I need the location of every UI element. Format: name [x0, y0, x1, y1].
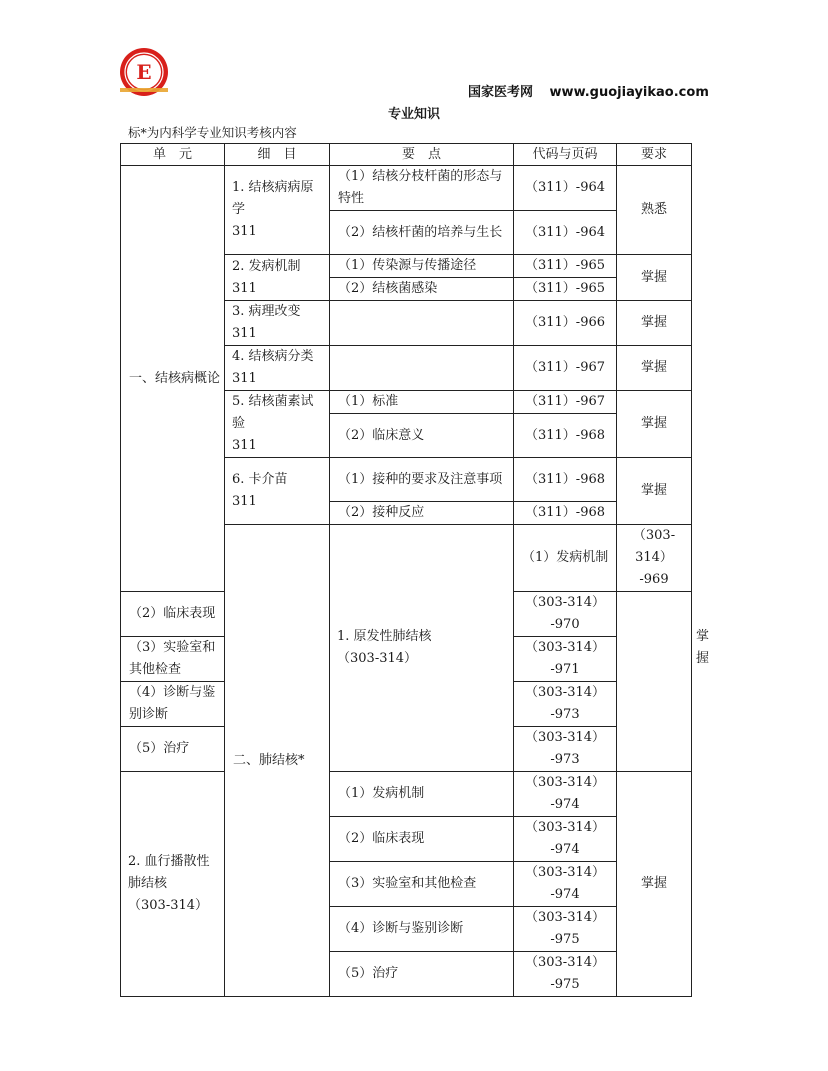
item-code: 311 [232, 326, 257, 341]
table-row [121, 772, 692, 817]
item-code: （303-314） [128, 898, 209, 913]
code-cell: （311）-968 [514, 502, 617, 525]
item-code: （303-314） [337, 651, 418, 666]
code-cell [514, 772, 617, 817]
item-cell [225, 255, 330, 301]
code-cell [514, 817, 617, 862]
point-cell: （1）发病机制 [514, 525, 617, 592]
item-name: 3. 病理改变 [232, 304, 301, 319]
code-cell: （311）-965 [514, 278, 617, 301]
item-code: 311 [232, 438, 257, 453]
point-cell: （1）接种的要求及注意事项 [330, 458, 514, 502]
item-cell [225, 391, 330, 458]
requirement-cell: 掌握 [617, 458, 692, 525]
item-cell [330, 525, 514, 772]
code-part: （303-314） [524, 730, 606, 745]
item-name: 2. 发病机制 [232, 258, 301, 274]
requirement-cell: 掌握 [617, 346, 692, 391]
item-name: 4. 结核病分类 [232, 349, 314, 364]
table-header-row [121, 144, 692, 166]
point-cell: （5）治疗 [121, 727, 225, 772]
point-cell: （3）实验室和其他检查 [330, 862, 514, 907]
code-page: -974 [550, 842, 580, 857]
code-cell: （311）-968 [514, 414, 617, 458]
unit-cell: 一、结核病概论 [121, 166, 225, 592]
point-cell: （4）诊断与鉴别诊断 [330, 907, 514, 952]
code-part: （303-314） [524, 595, 606, 610]
site-header [468, 81, 709, 100]
requirement-cell: 掌握 [617, 391, 692, 458]
code-part: （303-314） [524, 955, 606, 970]
syllabus-table [120, 143, 710, 997]
code-cell: （311）-965 [514, 255, 617, 278]
point-cell: （2）临床表现 [121, 592, 225, 637]
code-cell [514, 952, 617, 997]
point-cell: （2）结核菌感染 [330, 278, 514, 301]
item-name: 5. 结核菌素试验 [232, 394, 314, 431]
code-part: （303-314） [524, 865, 606, 880]
code-page: -969 [639, 572, 669, 587]
code-cell: （311）-967 [514, 391, 617, 414]
code-page: -974 [550, 887, 580, 902]
point-cell: （2）结核杆菌的培养与生长 [330, 211, 514, 255]
doc-title: 专业知识 [387, 107, 440, 122]
code-page: -974 [550, 797, 580, 812]
site-name: 国家医考网 [468, 85, 534, 100]
site-url[interactable]: www.guojiayikao.com [549, 85, 709, 100]
code-cell [514, 637, 617, 682]
item-cell [225, 458, 330, 525]
item-cell [225, 346, 330, 391]
unit-cell: 二、肺结核* [225, 525, 330, 997]
header-requirement: 要求 [617, 144, 692, 166]
note-text: 标*为内科学专业知识考核内容 [128, 125, 297, 140]
item-name: 1. 原发性肺结核 [337, 629, 432, 644]
code-part: （303-314） [632, 528, 676, 565]
code-page: -975 [550, 977, 580, 992]
header-point: 要 点 [330, 144, 514, 166]
item-code: 311 [232, 371, 257, 386]
point-cell: （3）实验室和其他检查 [121, 637, 225, 682]
header-code: 代码与页码 [514, 144, 617, 166]
item-code: 311 [232, 280, 257, 296]
code-part: （303-314） [524, 640, 606, 655]
code-page: -971 [550, 662, 580, 677]
code-part: （303-314） [524, 685, 606, 700]
code-page: -970 [550, 617, 580, 632]
item-name: 6. 卡介苗 [232, 472, 288, 487]
code-cell [514, 682, 617, 727]
item-code: 311 [232, 224, 257, 239]
point-cell: （2）接种反应 [330, 502, 514, 525]
code-cell [514, 907, 617, 952]
requirement-cell: 熟悉 [617, 166, 692, 255]
item-name: 1. 结核病病原学 [232, 180, 314, 217]
code-cell [514, 727, 617, 772]
code-cell: （311）-966 [514, 301, 617, 346]
code-cell: （311）-967 [514, 346, 617, 391]
table-row: 二、肺结核* 1. 原发性肺结核 （303-314） （1）发病机制 （303-314） -969 掌握 [121, 525, 692, 592]
item-cell [225, 166, 330, 255]
code-part: （303-314） [524, 820, 606, 835]
code-page: -973 [550, 752, 580, 767]
requirement-cell: 掌握 [617, 301, 692, 346]
point-cell: （1）发病机制 [330, 772, 514, 817]
table-row [121, 166, 692, 211]
requirement-cell: 掌握 [617, 255, 692, 301]
svg-text:E: E [136, 60, 152, 84]
code-part: （303-314） [524, 910, 606, 925]
point-cell: （1）结核分枝杆菌的形态与特性 [330, 166, 514, 211]
point-cell: （2）临床意义 [330, 414, 514, 458]
code-cell: （311）-964 [514, 166, 617, 211]
point-cell: （1）传染源与传播途径 [330, 255, 514, 278]
code-cell: （311）-964 [514, 211, 617, 255]
requirement-cell: 掌握 [617, 772, 692, 997]
code-page: -975 [550, 932, 580, 947]
code-cell [617, 525, 692, 592]
point-cell [330, 301, 514, 346]
item-name: 2. 血行播散性肺结核 [128, 854, 210, 891]
point-cell: （2）临床表现 [330, 817, 514, 862]
code-cell [514, 592, 617, 637]
header-item: 细 目 [225, 144, 330, 166]
code-cell: （311）-968 [514, 458, 617, 502]
point-cell [330, 346, 514, 391]
code-page: -973 [550, 707, 580, 722]
point-cell: （4）诊断与鉴别诊断 [121, 682, 225, 727]
logo-icon [118, 46, 170, 98]
item-cell [225, 301, 330, 346]
item-cell [121, 772, 225, 997]
header-unit: 单 元 [121, 144, 225, 166]
code-cell [514, 862, 617, 907]
point-cell: （5）治疗 [330, 952, 514, 997]
item-code: 311 [232, 494, 257, 509]
code-part: （303-314） [524, 775, 606, 790]
point-cell: （1）标准 [330, 391, 514, 414]
